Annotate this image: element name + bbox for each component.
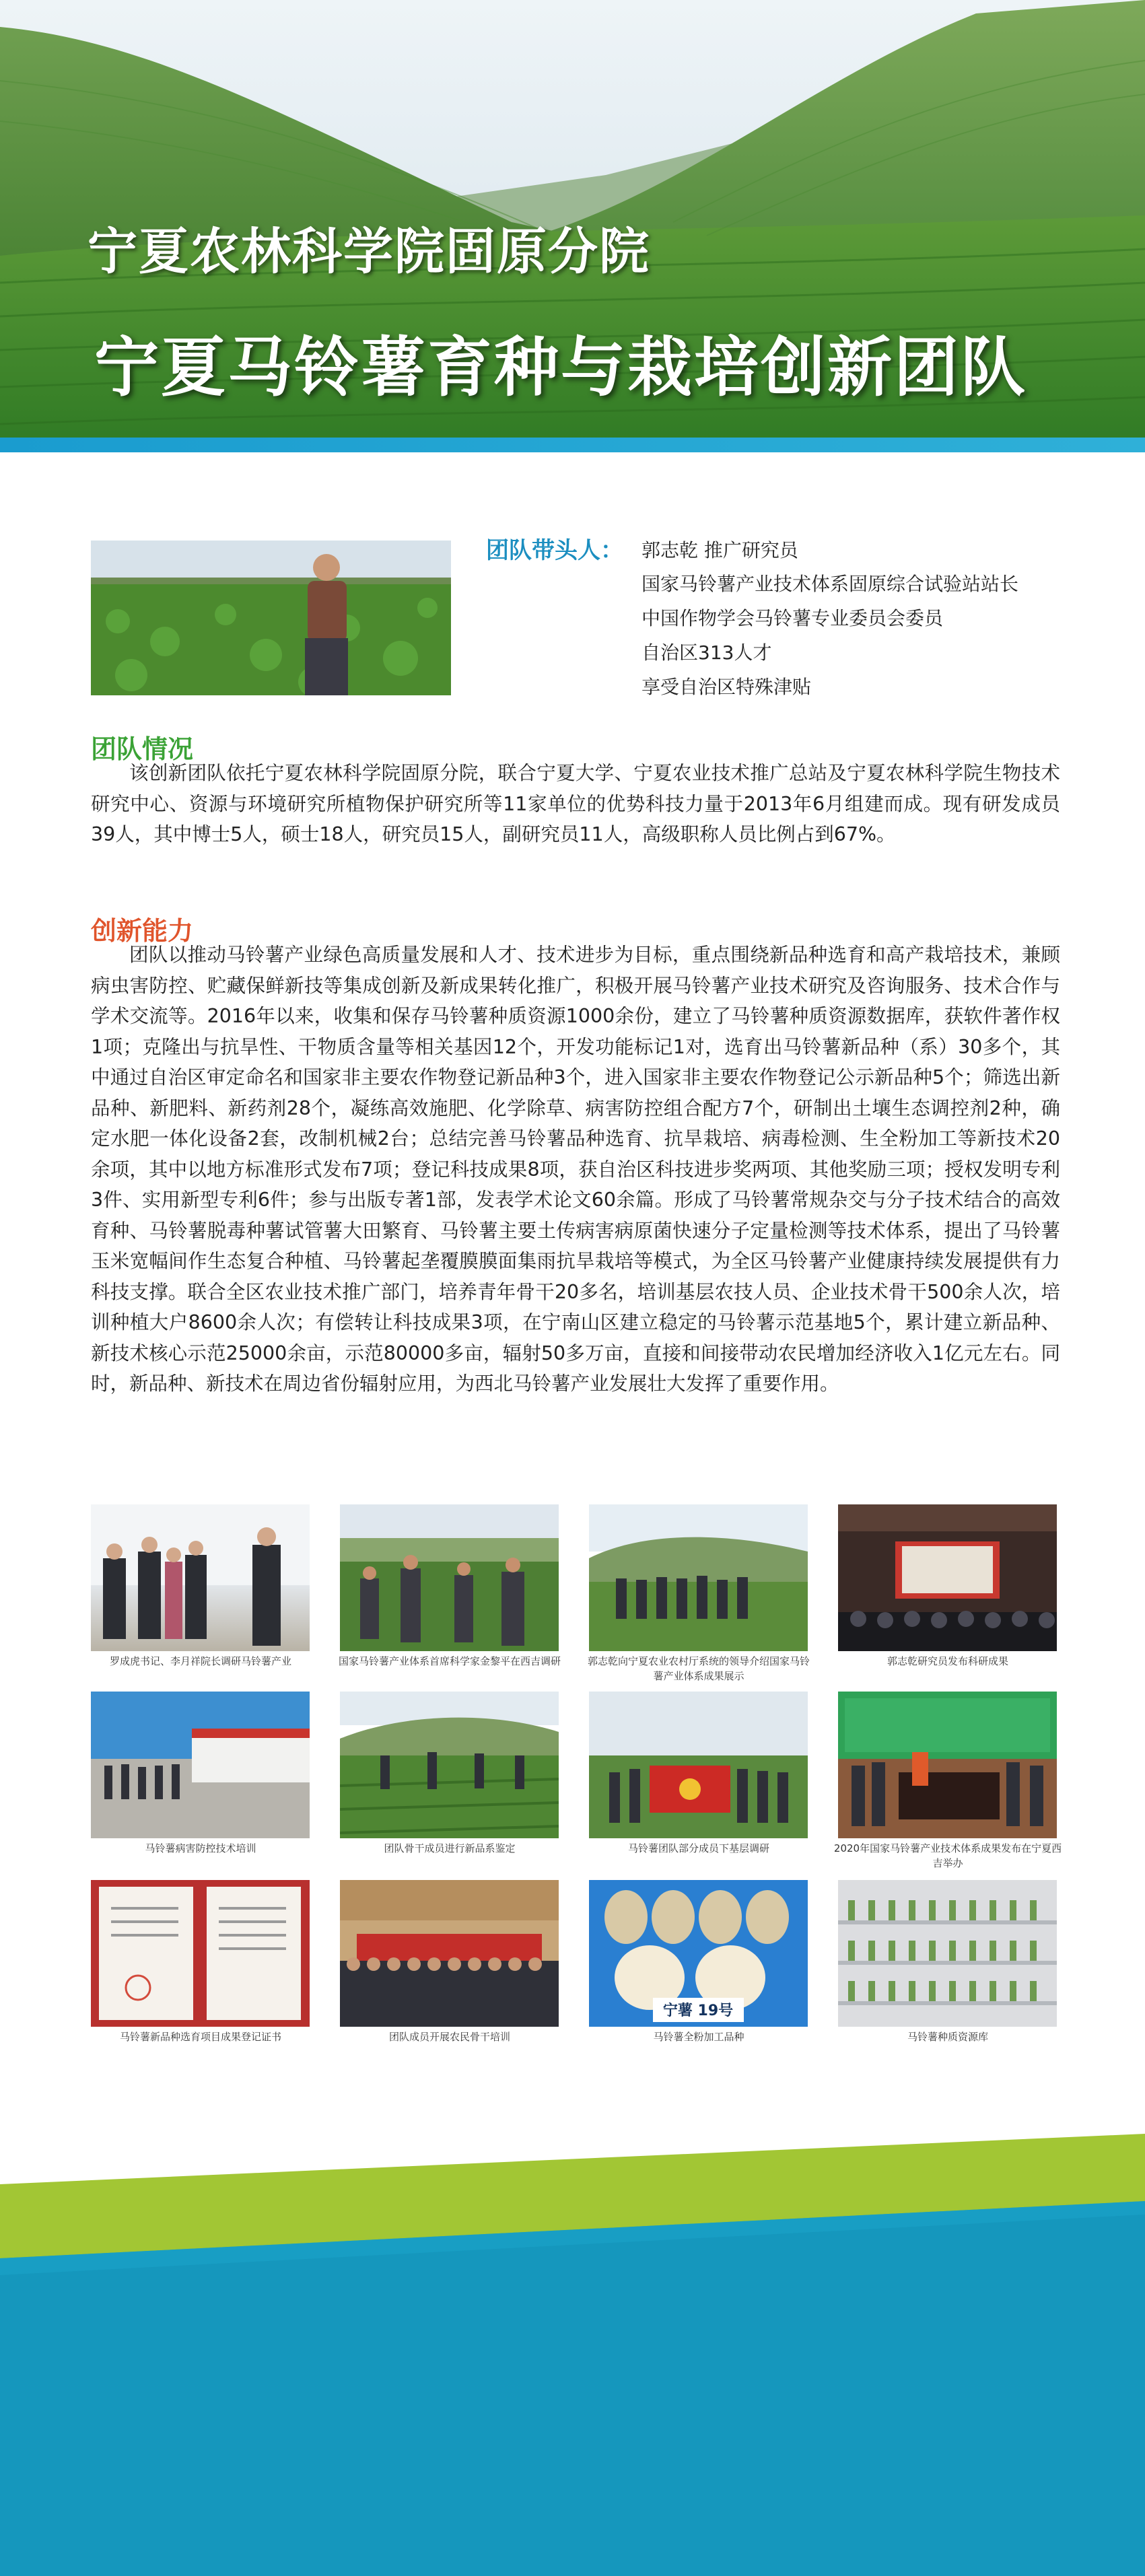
gallery-photo-3: [589, 1504, 808, 1651]
gallery-photo-12: [838, 1880, 1057, 2027]
potato-variety-label: 宁薯 19号: [662, 2003, 734, 2019]
gallery-caption-8: 2020年国家马铃薯产业技术体系成果发布在宁夏西吉举办: [833, 1842, 1062, 1869]
gallery-caption-7: 马铃薯团队部分成员下基层调研: [627, 1842, 769, 1854]
banner-stripe: [0, 438, 1145, 452]
gallery-photo-4: [838, 1504, 1057, 1651]
gallery-photo-2: [340, 1504, 559, 1651]
team-paragraph: 该创新团队依托宁夏农林科学院固原分院，联合宁夏大学、宁夏农业技术推广总站及宁夏农林科学院生物技术研究中心、资源与环境研究所植物保护研究所等11家单位的优势科技力量于2013年6月组建而成。现有研发成员39人，其中博士5人，硕士18人，研究员15人，副研究员11人，高级职称人员比例占到67%。: [91, 762, 1060, 845]
header-banner: [0, 0, 1145, 450]
footer-decoration: [0, 2114, 1145, 2576]
gallery-photo-11: [589, 1880, 808, 2027]
gallery-caption-4: 郭志乾研究员发布科研成果: [887, 1655, 1008, 1667]
leader-name-title: 郭志乾 推广研究员: [641, 539, 798, 561]
innovation-heading: 创新能力: [91, 916, 194, 946]
leader-role-4: 享受自治区特殊津贴: [641, 676, 812, 698]
gallery-caption-6: 团队骨干成员进行新品系鉴定: [384, 1842, 516, 1854]
institution-title: 宁夏农林科学院固原分院: [88, 223, 650, 281]
gallery-photo-6: [340, 1692, 559, 1838]
innovation-paragraph: 团队以推动马铃薯产业绿色高质量发展和人才、技术进步为目标，重点围绕新品种选育和高产栽培技术，兼顾病虫害防控、贮藏保鲜新技等集成创新及新成果转化推广，积极开展马铃薯产业技术研究及咨询服务、技术合作与学术交流等。2016年以来，收集和保存马铃薯种质资源1000余份，建立了马铃薯种质资源数据库，获软件著作权1项；克隆出与抗旱性、干物质含量等相关基因12个，开发功能标记1对，选育出马铃薯新品种（系）30多个，其中通过自治区审定命名和国家非主要农作物登记新品种3个，进入国家非主要农作物登记公示新品种5个；筛选出新品种、新肥料、新药剂28个，凝练高效施肥、化学除草、病害防控组合配方7个，研制出土壤生态调控剂2种，确定水肥一体化设备2套，改制机械2台；总结完善马铃薯品种选育、抗旱栽培、病毒检测、生全粉加工等新技术20余项，其中以地方标准形式发布7项；登记科技成果8项，获自治区科技进步奖两项、其他奖励三项；授权发明专利3件、实用新型专利6件；参与出版专著1部，发表学术论文60余篇。形成了马铃薯常规杂交与分子技术结合的高效育种、马铃薯脱毒种薯试管薯大田繁育、马铃薯主要土传病害病原菌快速分子定量检测等技术体系，提出了马铃薯玉米宽幅间作生态复合种植、马铃薯起垄覆膜膜面集雨抗旱栽培等模式，为全区马铃薯产业健康持续发展提供有力科技支撑。联合全区农业技术推广部门，培养青年骨干20多名，培训基层农技人员、企业技术骨干500余人次，培训种植大户8600余人次；有偿转让科技成果3项，在宁南山区建立稳定的马铃薯示范基地5个，累计建立新品种、新技术核心示范25000余亩，示范80000多亩，辐射50多万亩，直接和间接带动农民增加经济收入1亿元左右。同时，新品种、新技术在周边省份辐射应用，为西北马铃薯产业发展壮大发挥了重要作用。: [91, 944, 1060, 1395]
gallery-photo-10: [340, 1880, 559, 2027]
leader-photo: [91, 541, 451, 695]
gallery-caption-1: 罗成虎书记、李月祥院长调研马铃薯产业: [109, 1655, 291, 1667]
gallery-photo-8: [838, 1692, 1057, 1838]
gallery-caption-12: 马铃薯种质资源库: [907, 2031, 988, 2043]
gallery-caption-2: 国家马铃薯产业体系首席科学家金黎平在西吉调研: [338, 1655, 561, 1667]
gallery-photo-7: [589, 1692, 808, 1838]
gallery-caption-3: 郭志乾向宁夏农业农村厅系统的领导介绍国家马铃薯产业体系成果展示: [587, 1655, 810, 1682]
gallery-photo-9: [91, 1880, 310, 2027]
leader-role-3: 自治区313人才: [641, 641, 772, 664]
gallery-caption-9: 马铃薯新品种选育项目成果登记证书: [119, 2031, 281, 2043]
team-heading: 团队情况: [91, 734, 194, 764]
leader-role-2: 中国作物学会马铃薯专业委员会委员: [641, 607, 944, 629]
gallery-photo-5: [91, 1692, 310, 1838]
gallery-caption-10: 团队成员开展农民骨干培训: [388, 2031, 510, 2043]
gallery-photo-1: [91, 1504, 310, 1651]
leader-label: 团队带头人：: [486, 537, 623, 564]
team-title: 宁夏马铃薯育种与栽培创新团队: [94, 330, 1027, 405]
leader-role-1: 国家马铃薯产业技术体系固原综合试验站站长: [641, 573, 1019, 595]
gallery-caption-5: 马铃薯病害防控技术培训: [145, 1842, 256, 1854]
gallery-caption-11: 马铃薯全粉加工品种: [653, 2031, 744, 2043]
